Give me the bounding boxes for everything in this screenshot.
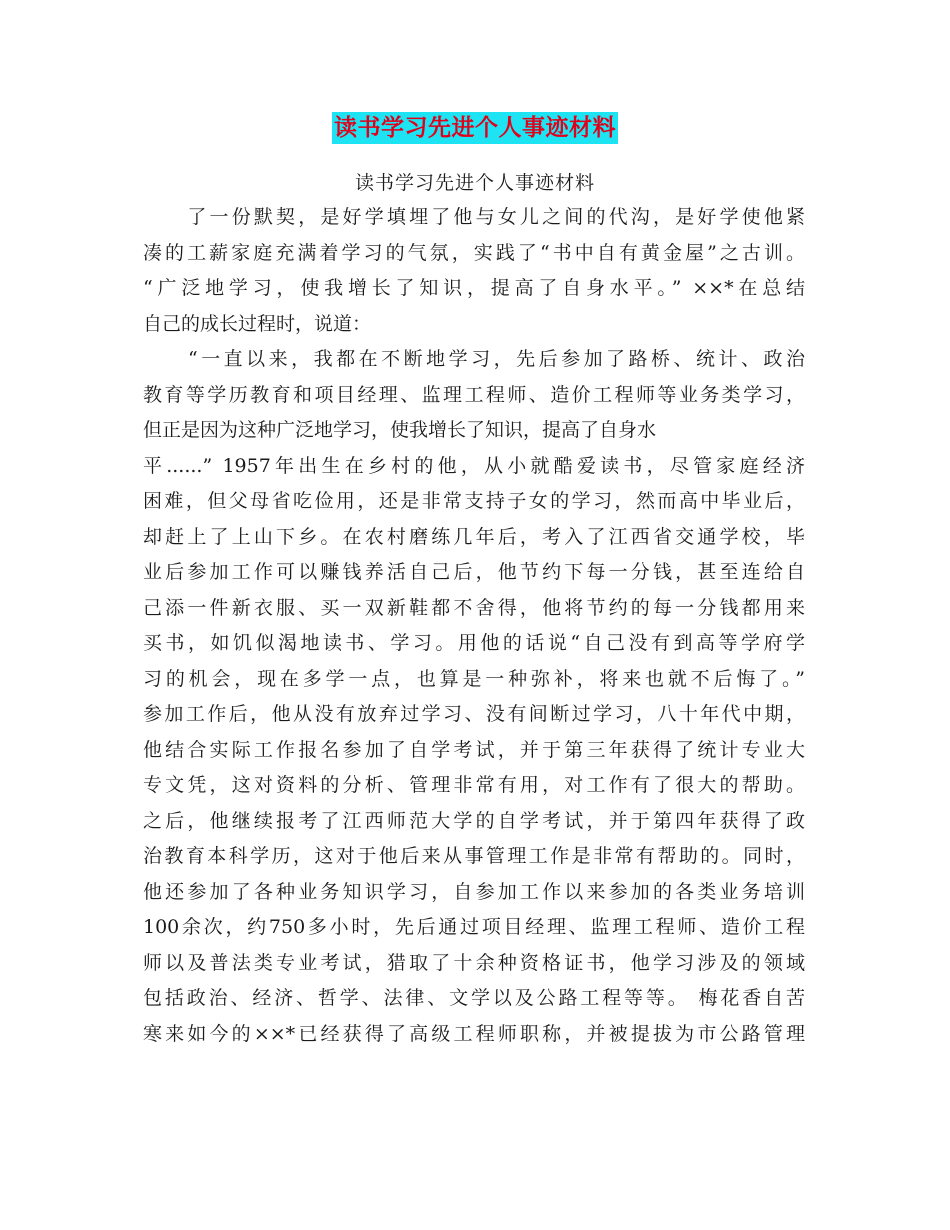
text-line: 困难，但父母省吃俭用，还是非常支持子女的学习，然而高中毕业后， (143, 490, 805, 512)
text-line: 己添一件新衣服、买一双新鞋都不舍得，他将节约的每一分钱都用来 (143, 596, 805, 619)
text-line: 治教育本科学历，这对于他后来从事管理工作是非常有帮助的。同时， (143, 845, 805, 867)
text-line: “广泛地学习，使我增长了知识，提高了自身水平。” ××*在总结 (143, 277, 805, 299)
text-line: 包括政治、经济、哲学、法律、文学以及公路工程等等。 梅花香自苦 (143, 987, 805, 1009)
text-line: 业后参加工作可以赚钱养活自己后，他节约下每一分钱，甚至连给自 (143, 561, 805, 583)
text-line: 教育等学历教育和项目经理、监理工程师、造价工程师等业务类学习， (143, 383, 805, 406)
text-line: 了一份默契，是好学填埋了他与女儿之间的代沟，是好学使他紧 (143, 206, 805, 228)
text-line: 他还参加了各种业务知识学习，自参加工作以来参加的各类业务培训 (143, 880, 805, 903)
body-text (143, 200, 805, 1052)
document-subtitle: 读书学习先进个人事迹材料 (354, 172, 595, 194)
title-container (0, 112, 950, 144)
text-line: 师以及普法类专业考试，猎取了十余种资格证书，他学习涉及的领域 (143, 951, 805, 974)
text-line: 平......” 1957年出生在乡村的他，从小就酷爱读书，尽管家庭经济 (143, 454, 805, 477)
text-line: 之后，他继续报考了江西师范大学的自学考试，并于第四年获得了政 (143, 809, 805, 832)
text-line: “一直以来，我都在不断地学习，先后参加了路桥、统计、政治 (143, 348, 805, 370)
text-line: 买书，如饥似渴地读书、学习。用他的话说“自己没有到高等学府学 (143, 632, 805, 654)
text-line: 寒来如今的××*已经获得了高级工程师职称，并被提拔为市公路管理 (143, 1022, 805, 1045)
text-line: 凑的工薪家庭充满着学习的气氛，实践了“书中自有黄金屋”之古训。 (143, 241, 805, 264)
text-line: 100余次，约750多小时，先后通过项目经理、监理工程师、造价工程 (143, 916, 805, 938)
text-line: 专文凭，这对资料的分析、管理非常有用，对工作有了很大的帮助。 (143, 774, 805, 796)
text-line: 参加工作后，他从没有放弃过学习、没有间断过学习，八十年代中期， (143, 703, 805, 725)
text-line: 习的机会，现在多学一点，也算是一种弥补，将来也就不后悔了。” (143, 667, 805, 690)
document-title: 读书学习先进个人事迹材料 (332, 112, 618, 144)
text-line: 但正是因为这种广泛地学习，使我增长了知识，提高了自身水 (143, 419, 657, 441)
text-line: 自己的成长过程时，说道： (143, 312, 372, 335)
text-line: 却赶上了上山下乡。在农村磨练几年后，考入了江西省交通学校，毕 (143, 525, 805, 548)
text-line: 他结合实际工作报名参加了自学考试，并于第三年获得了统计专业大 (143, 738, 805, 761)
